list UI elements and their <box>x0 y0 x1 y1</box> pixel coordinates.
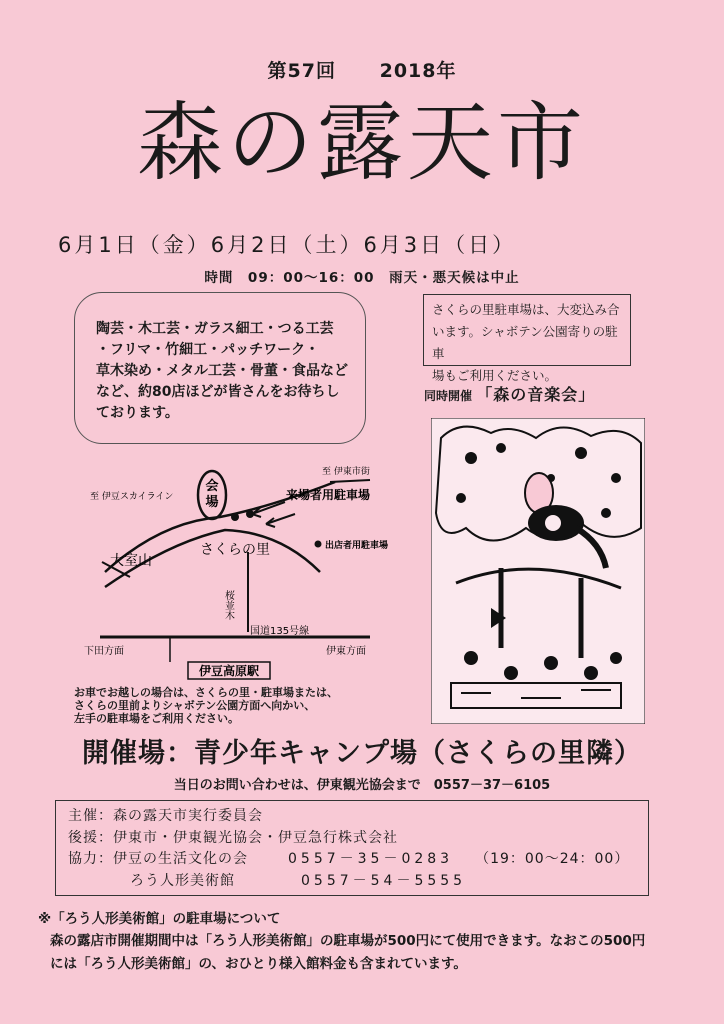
vendor-parking-label: 出店者用駐車場 <box>325 541 389 551</box>
crafts-line: 陶芸・木工芸・ガラス細工・つる工芸 <box>96 321 334 337</box>
note-line: には「ろう人形美術館」の、おひとり様入館料金も含まれています。 <box>50 956 467 972</box>
access-map <box>70 462 390 682</box>
crafts-line: ・フリマ・竹細工・パッチワーク・ <box>96 342 320 358</box>
event-hours: 時間 09：00～16：00 雨天・悪天候は中止 <box>204 270 520 286</box>
station-label: 伊豆高原駅 <box>198 664 260 678</box>
support-row: 後援：伊東市・伊東観光協会・伊豆急行株式会社 <box>68 829 398 846</box>
cooperation-row-2 <box>68 871 636 893</box>
inquiry-line: 当日のお問い合わせは、伊東観光協会まで 0557－37－6105 <box>173 778 551 793</box>
to-ito-city-label: 至 伊東市街 <box>322 467 370 477</box>
edition-line <box>0 56 724 83</box>
driving-directions <box>74 686 404 725</box>
coop2-name: ろう人形美術館 <box>130 872 235 889</box>
ito-direction-label: 伊東方面 <box>326 646 366 657</box>
directions-line: さくらの里前よりシャボテン公園方面へ向かい、 <box>74 699 316 712</box>
sakuragi-label: 桜並木 <box>222 590 234 620</box>
edition-number: 第57回 <box>267 60 336 82</box>
sakura-label: さくらの里 <box>200 542 270 558</box>
event-dates: 6月1日（金）6月2日（土）6月3日（日） <box>58 233 517 257</box>
notice-line: 場もご利用ください。 <box>432 368 558 383</box>
organizer-row: 主催：森の露天市実行委員会 <box>68 808 263 824</box>
edition-year: 2018年 <box>379 60 457 82</box>
cooperation-row <box>68 849 636 871</box>
page-title: 森の露天市 <box>137 93 587 193</box>
omuroyama-label: 大室山 <box>110 553 152 569</box>
ito-city-road <box>330 480 370 482</box>
route-135-label: 国道135号線 <box>250 626 310 637</box>
forest-illustration <box>431 418 645 724</box>
crafts-line: ております。 <box>96 405 179 421</box>
shimoda-direction-label: 下田方面 <box>84 646 124 657</box>
crafts-description <box>96 319 366 424</box>
venue-label-2: 場 <box>205 495 219 510</box>
concert-prefix: 同時開催 <box>424 389 473 403</box>
coop2-tel: 0557－54－5555 <box>301 872 467 889</box>
coop1-tel: 0557－35－0283 <box>288 851 454 867</box>
vendor-parking-dot <box>315 541 322 548</box>
venue-heading: 開催場：青少年キャンプ場（さくらの里隣） <box>82 738 642 769</box>
sponsors-box <box>55 800 649 896</box>
parking-note-body <box>50 930 690 976</box>
to-izu-skyline-label: 至 伊豆スカイライン <box>90 492 174 502</box>
note-line: 森の露店市開催期間中は「ろう人形美術館」の駐車場が500円にて使用できます。なおこの500円 <box>50 933 646 949</box>
notice-line: います。シャボテン公園寄りの駐車 <box>432 324 618 361</box>
crafts-line: 草木染め・メタル工芸・骨董・食品など <box>96 363 348 379</box>
coop1-hours: （19：00～24：00） <box>475 851 630 867</box>
concert-announcement <box>424 382 595 405</box>
parking-arrow <box>266 514 295 524</box>
parking-notice <box>423 294 631 383</box>
coop1-name: 伊豆の生活文化の会 <box>113 851 248 867</box>
concert-name: 「森の音楽会」 <box>476 385 596 404</box>
coop-label: 協力： <box>68 851 113 867</box>
parking-note-heading: ※「ろう人形美術館」の駐車場について <box>38 911 281 927</box>
directions-line: 左手の駐車場をご利用ください。 <box>74 712 239 725</box>
parking-dot <box>231 513 239 521</box>
visitor-parking-label: 来場者用駐車場 <box>286 488 371 502</box>
notice-line: さくらの里駐車場は、大変込み合 <box>432 302 620 317</box>
venue-label-1: 会 <box>205 479 219 494</box>
directions-line: お車でお越しの場合は、さくらの里・駐車場または、 <box>74 686 338 699</box>
crafts-line: など、約80店ほどが皆さんをお待ちし <box>96 384 340 400</box>
